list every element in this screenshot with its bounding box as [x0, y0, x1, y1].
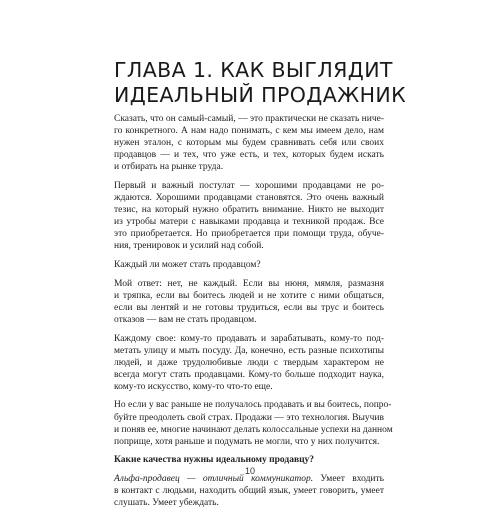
text-line: если вы лентяй и не готовы трудиться, если вы трус и боитесь — [114, 302, 384, 313]
text-line: это приобретается. Но приобретается при помощи труда, обуче- — [114, 229, 384, 240]
chapter-title — [114, 58, 414, 108]
chapter-title-line: ИДЕАЛЬНЫЙ ПРОДАЖНИК — [114, 83, 407, 107]
text-line: людей, и даже трудолюбивые люди с твердым характером не — [114, 357, 384, 368]
text-line: Какие качества нужны идеальному продавцу? — [114, 455, 315, 466]
paragraph — [114, 113, 384, 173]
text-line: тезис, на который нужно обратить внимание. Никто не выходит — [114, 205, 384, 216]
text-line: кому-то искусство, кому-то что-то еще. — [114, 381, 273, 392]
text-fragment: Умеет входить — [313, 473, 384, 484]
chapter-title-line: ГЛАВА 1. КАК ВЫГЛЯДИТ — [114, 58, 393, 82]
text-line: в контакт с людьми, находить общий язык, умеет говорить, умеет — [114, 486, 384, 497]
lead-phrase: Альфа-продавец — отличный коммуникатор. — [114, 473, 314, 484]
text-line: поприще, хотя раньше и подумать не могли, что у них получится. — [114, 436, 380, 447]
text-line: Сказать, что он самый-самый, — это практически не сказать ниче- — [114, 114, 384, 124]
text-line: Но если у вас раньше не получалось продавать и вы боитесь, попро- — [114, 400, 392, 411]
paragraph — [114, 278, 384, 326]
page-number: 10 — [244, 466, 255, 476]
text-line: из утробы матери с навыками продавца и техникой продаж. Все — [114, 217, 384, 228]
body-text — [114, 113, 393, 516]
text-line: Мой ответ: нет, не каждый. Если вы нюня, мямля, размазня — [114, 278, 384, 289]
text-line: отказов — вам не стать продавцом. — [114, 314, 257, 325]
paragraph — [114, 333, 384, 393]
text-line: нужен эталон, с которым мы будем сравнивать себя или своих — [114, 138, 384, 149]
section-heading — [114, 454, 384, 466]
text-line: и поняв ее, многие начинают делать колоссальные успехи на данном — [114, 424, 393, 435]
text-line: и тряпка, если вы боитесь людей и не хотите с ними общаться, — [114, 290, 384, 301]
paragraph — [114, 473, 384, 509]
paragraph — [114, 399, 393, 447]
text-line: Каждому свое: кому-то продавать и зарабатывать, кому-то под- — [114, 333, 384, 344]
text-line: Каждый ли может стать продавцом? — [114, 260, 261, 271]
text-line: буйте преодолеть свой страх. Продажи — это технология. Выучив — [114, 412, 384, 423]
text-line: го конкретного. А нам надо понимать, с кем мы имеем дело, нам — [114, 126, 384, 137]
text-line: продавцов — и тех, что уже есть, и тех, которых будем искать — [114, 150, 384, 161]
text-line: всегда могут стать продавцами. Кому-то больше подходит наука, — [114, 369, 384, 380]
text-line: Первый и важный постулат — хорошими продавцами не ро- — [114, 180, 384, 191]
text-line: метать улицу и мыть посуду. Да, конечно, есть разные психотипы — [114, 345, 384, 356]
text-line: слушать. Умеет убеждать. — [114, 498, 219, 509]
text-line: ния, тренировок и усилий над собой. — [114, 241, 264, 252]
text-line: и отбирать на рынке труда. — [114, 162, 224, 173]
paragraph — [114, 259, 384, 271]
paragraph — [114, 180, 384, 253]
text-line: ждаются. Хорошими продавцами становятся. Это очень важный — [114, 193, 384, 204]
